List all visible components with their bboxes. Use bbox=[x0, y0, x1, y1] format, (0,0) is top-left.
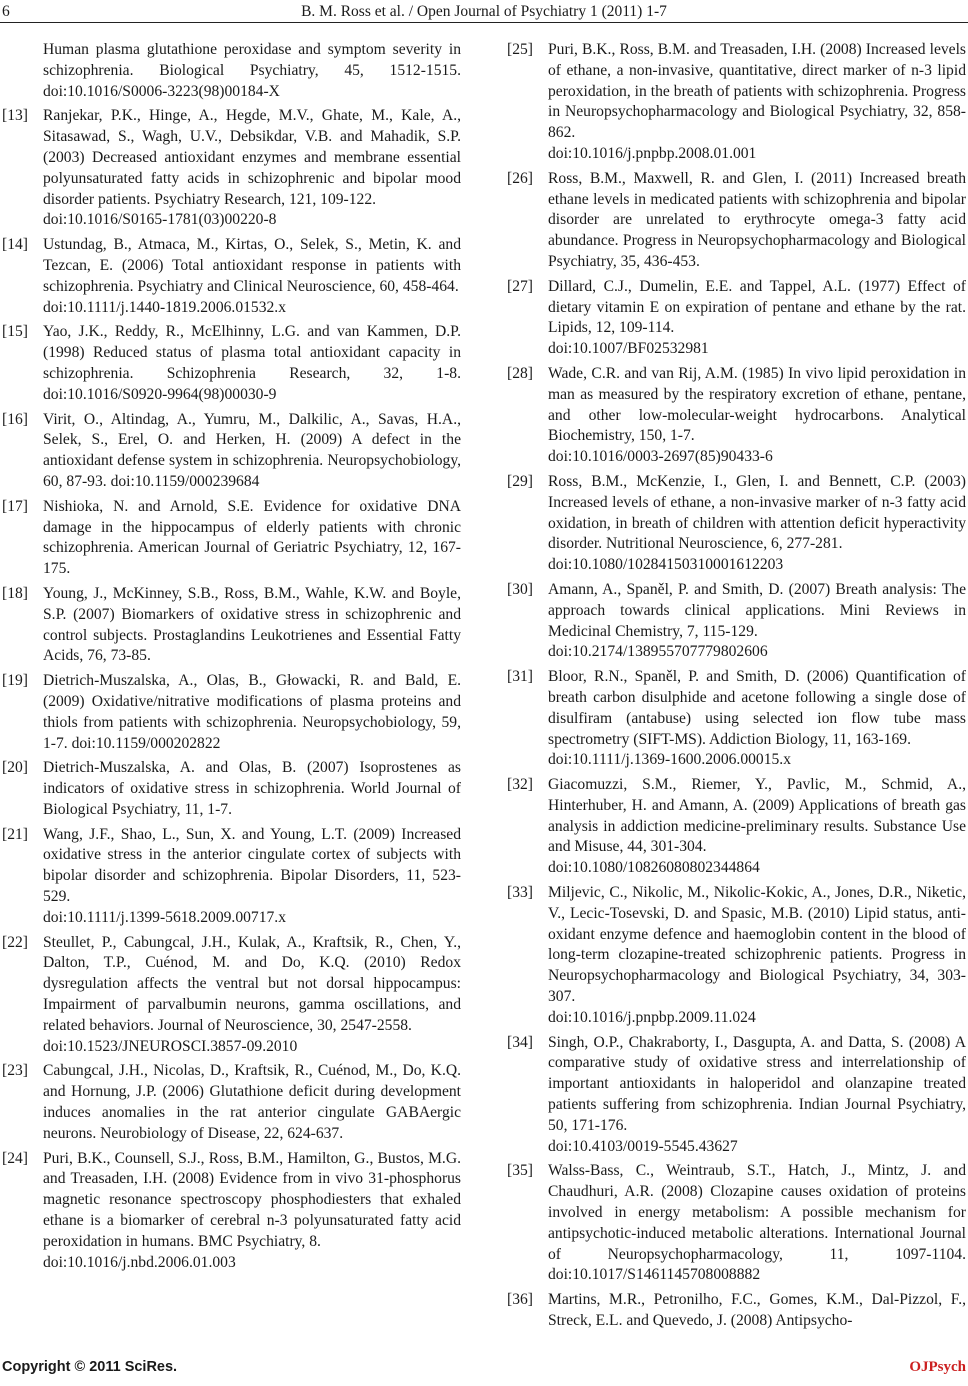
reference-number: [13] bbox=[2, 107, 28, 125]
reference-item bbox=[2, 410, 461, 493]
reference-text: Miljevic, C., Nikolic, M., Nikolic-Kokic, A., Jones, D.R., Niketic, V., Lecic-Tosevski, D. and Spasic, M.B. (2010) Lipid status, anti-oxidant enzyme defence and haemoglobin content in the blood of long-term clozapine-treated schizophrenic patients. Progress in Neuropsychopharmacology and Biological Psychiatry, 34, 303-307. bbox=[548, 884, 966, 1006]
reference-number: [23] bbox=[2, 1062, 28, 1080]
reference-doi: doi:10.1111/j.1369-1600.2006.00015.x bbox=[548, 751, 791, 769]
reference-number: [20] bbox=[2, 759, 28, 777]
reference-number: [18] bbox=[2, 584, 28, 602]
reference-doi: doi:10.2174/138955707779802606 bbox=[548, 643, 768, 661]
reference-text: Dietrich-Muszalska, A. and Olas, B. (2007) Isoprostenes as indicators of oxidative stress in schizophrenia. World Journal of Biological Psychiatry, 11, 1-7. bbox=[43, 759, 461, 818]
reference-item bbox=[507, 1290, 966, 1332]
reference-item bbox=[2, 1061, 461, 1144]
reference-text: Steullet, P., Cabungcal, J.H., Kulak, A., Kraftsik, R., Chen, Y., Dalton, T.P., Cuénod, M. and Do, K.Q. (2010) Redox dysregulation affects the ventral but not dorsal hippocampus: Impairment of parvalbumin neurons, gamma oscillations, and related behaviors. Journal of Neuroscience, 30, 2547-2558. bbox=[43, 933, 461, 1034]
reference-item bbox=[2, 235, 461, 318]
reference-item bbox=[507, 1033, 966, 1158]
reference-item bbox=[507, 775, 966, 879]
reference-text: Dietrich-Muszalska, A., Olas, B., Głowacki, R. and Bald, E. (2009) Oxidative/nitrative modifications of plasma proteins and thiols from patients with schizophrenia. Neuropsychobiology, 59, 1-7. doi:10.1159/000202822 bbox=[43, 672, 461, 752]
reference-doi: doi:10.1016/j.pnpbp.2008.01.001 bbox=[548, 144, 757, 162]
reference-item bbox=[507, 277, 966, 360]
reference-text: Ranjekar, P.K., Hinge, A., Hegde, M.V., Ghate, M., Kale, A., Sitasawad, S., Wagh, U.V., Debsikdar, V.B. and Mahadik, S.P. (2003) Decreased antioxidant enzymes and membrane essential polyunsaturated fatty acids in schizophrenic and bipolar mood disorder patients. Psychiatry Research, 121, 109-122. bbox=[43, 107, 461, 208]
reference-text: Puri, B.K., Ross, B.M. and Treasaden, I.H. (2008) Increased levels of ethane, a non-invasive, quantitative, direct marker of n-3 lipid peroxidation, in the breath of patients with schizophrenia. Progress in Neuropsychopharmacology and Biological Psychiatry, 32, 858-862. bbox=[548, 41, 966, 142]
reference-number: [36] bbox=[507, 1291, 533, 1309]
reference-text: Martins, M.R., Petronilho, F.C., Gomes, K.M., Dal-Pizzol, F., Streck, E.L. and Quevedo, J. (2008) Antipsycho- bbox=[548, 1291, 966, 1330]
reference-doi: doi:10.1080/10826080802344864 bbox=[548, 859, 760, 877]
reference-number: [17] bbox=[2, 497, 28, 515]
reference-item bbox=[507, 883, 966, 1029]
reference-item bbox=[507, 364, 966, 468]
reference-item bbox=[2, 584, 461, 667]
reference-continuation-text: Human plasma glutathione peroxidase and symptom severity in schizophrenia. Biological Psychiatry, 45, 1512-1515. doi:10.1016/S0006-3223(98)00184-X bbox=[43, 41, 461, 100]
reference-text: Young, J., McKinney, S.B., Ross, B.M., Wahle, K.W. and Boyle, S.P. (2007) Biomarkers of oxidative stress in schizophrenic and control subjects. Prostaglandins Leukotrienes and Essential Fatty Acids, 76, 73-85. bbox=[43, 584, 461, 665]
reference-text: Wang, J.F., Shao, L., Sun, X. and Young, L.T. (2009) Increased oxidative stress in the anterior cingulate cortex of subjects with bipolar disorder and schizophrenia. Bipolar Disorders, 11, 523-529. bbox=[43, 825, 461, 906]
reference-text: Giacomuzzi, S.M., Riemer, Y., Pavlic, M., Schmid, A., Hinterhuber, H. and Amann, A. (2009) Applications of breath gas analysis in addiction medicine-preliminary results. Substance Use and Misuse, 44, 301-304. bbox=[548, 776, 966, 856]
reference-item bbox=[2, 758, 461, 820]
reference-doi: doi:10.1111/j.1440-1819.2006.01532.x bbox=[43, 298, 286, 316]
running-title: B. M. Ross et al. / Open Journal of Psychiatry 1 (2011) 1-7 bbox=[301, 3, 667, 20]
reference-text: Walss-Bass, C., Weintraub, S.T., Hatch, J., Mintz, J. and Chaudhuri, A.R. (2008) Clozapine causes oxidation of proteins involved in energy metabolism: A possible mechanism for antipsychotic-induced metabolic alterations. International Journal of Neuropsychopharmacology, 11, 1097-1104. doi:10.1017/S1461145708008882 bbox=[548, 1162, 966, 1284]
right-column bbox=[507, 40, 966, 1336]
reference-item bbox=[2, 322, 461, 405]
reference-text: Singh, O.P., Chakraborty, I., Dasgupta, A. and Datta, S. (2008) A comparative study of oxidative stress and interrelationship of important antioxidants in haloperidol and olanzapine treated patients suffering from schizophrenia. Indian Journal Psychiatry, 50, 171-176. bbox=[548, 1033, 966, 1134]
reference-text: Cabungcal, J.H., Nicolas, D., Kraftsik, R., Cuénod, M., Do, K.Q. and Hornung, J.P. (2006) Glutathione deficit during development induces anomalies in the rat anterior cingulate GABAergic neurons. Neurobiology of Disease, 22, 624-637. bbox=[43, 1062, 461, 1142]
reference-doi: doi:10.1016/S0165-1781(03)00220-8 bbox=[43, 211, 277, 229]
copyright-notice: Copyright © 2011 SciRes. bbox=[2, 1359, 178, 1375]
reference-number: [25] bbox=[507, 41, 533, 58]
reference-item bbox=[507, 40, 966, 165]
reference-item bbox=[2, 933, 461, 1058]
reference-number: [34] bbox=[507, 1033, 533, 1051]
reference-number: [24] bbox=[2, 1149, 28, 1167]
reference-number: [33] bbox=[507, 884, 533, 902]
reference-item bbox=[507, 667, 966, 771]
reference-doi: doi:10.1016/j.pnpbp.2009.11.024 bbox=[548, 1008, 756, 1026]
reference-doi: doi:10.4103/0019-5545.43627 bbox=[548, 1137, 738, 1155]
reference-item bbox=[507, 169, 966, 273]
reference-text: Virit, O., Altindag, A., Yumru, M., Dalkilic, A., Savas, H.A., Selek, S., Erel, O. and Herken, H. (2009) A defect in the antioxidant defense system in schizophrenia. Neuropsychobiology, 60, 87-93. doi:10.1159/000239684 bbox=[43, 410, 461, 490]
reference-item bbox=[507, 472, 966, 576]
reference-item bbox=[2, 671, 461, 754]
reference-doi: doi:10.1016/0003-2697(85)90433-6 bbox=[548, 448, 773, 466]
reference-text: Ustundag, B., Atmaca, M., Kirtas, O., Selek, S., Metin, K. and Tezcan, E. (2006) Total antioxidant response in patients with schizophrenia. Psychiatry and Clinical Neuroscience, 60, 458-464. bbox=[43, 236, 461, 295]
reference-item bbox=[2, 825, 461, 929]
right-reference-list bbox=[507, 40, 966, 1332]
reference-text: Ross, B.M., Maxwell, R. and Glen, I. (2011) Increased breath ethane levels in medicated patients with schizophrenia and bipolar disorder are unrelated to erythrocyte omega-3 fatty acid abundance. Progress in Neuropsychopharmacology and Biological Psychiatry, 35, 436-453. bbox=[548, 169, 966, 270]
reference-doi: doi:10.1080/1028415031000161220​3 bbox=[548, 556, 784, 574]
reference-text: Bloor, R.N., Spaněl, P. and Smith, D. (2006) Quantification of breath carbon disulphide and acetone following a single dose of disulfiram (antabuse) using selected ion flow tube mass spectrometry (SIFT-MS). Addiction Biology, 11, 163-169. bbox=[548, 668, 966, 748]
reference-number: [22] bbox=[2, 933, 28, 951]
header-rule bbox=[0, 22, 968, 23]
reference-text: Nishioka, N. and Arnold, S.E. Evidence for oxidative DNA damage in the hippocampus of elderly patients with chronic schizophrenia. American Journal of Geriatric Psychiatry, 12, 167-175. bbox=[43, 497, 461, 578]
reference-text: Amann, A., Spaněl, P. and Smith, D. (2007) Breath analysis: The approach towards clinical applications. Mini Reviews in Medicinal Chemistry, 7, 115-129. bbox=[548, 580, 966, 640]
reference-text: Ross, B.M., McKenzie, I., Glen, I. and Bennett, C.P. (2003) Increased levels of ethane, a non-invasive marker of n-3 fatty acid oxidation, in breath of children with attention deficit hyperactivity disorder. Nutritional Neuroscience, 6, 277-281. bbox=[548, 472, 966, 553]
reference-number: [15] bbox=[2, 323, 28, 341]
reference-number: [28] bbox=[507, 364, 533, 382]
reference-item bbox=[2, 106, 461, 231]
reference-text: Yao, J.K., Reddy, R., McElhinny, L.G. and van Kammen, D.P. (1998) Reduced status of plasma total antioxidant capacity in schizophrenia. Schizophrenia Research, 32, 1-8. doi:10.1016/S0920-9964(98)00030-9 bbox=[43, 323, 461, 403]
left-column bbox=[2, 40, 461, 1277]
reference-number: [21] bbox=[2, 825, 28, 843]
journal-abbreviation: OJPsych bbox=[909, 1359, 966, 1375]
reference-number: [30] bbox=[507, 580, 533, 598]
reference-item bbox=[2, 497, 461, 580]
reference-number: [16] bbox=[2, 410, 28, 428]
reference-text: Puri, B.K., Counsell, S.J., Ross, B.M., Hamilton, G., Bustos, M.G. and Treasaden, I.H. (2008) Evidence from in vivo 31-phosphorus magnetic resonance spectroscopy phosphodiesters that exhaled ethane is a biomarker of cerebral n-3 polyunsaturated fatty acid peroxidation in humans. BMC Psychiatry, 8. bbox=[43, 1149, 461, 1250]
reference-item bbox=[507, 580, 966, 663]
reference-number: [14] bbox=[2, 236, 28, 254]
reference-item bbox=[507, 1161, 966, 1286]
page-footer bbox=[0, 1359, 968, 1383]
reference-number: [26] bbox=[507, 169, 533, 187]
reference-doi: doi:10.1007/BF02532981 bbox=[548, 340, 709, 358]
reference-number: [31] bbox=[507, 668, 533, 686]
reference-number: [19] bbox=[2, 672, 28, 690]
reference-number: [35] bbox=[507, 1162, 533, 1180]
reference-continuation bbox=[2, 40, 461, 102]
reference-doi: doi:10.1111/j.1399-5618.2009.00717.x bbox=[43, 908, 286, 926]
page-header bbox=[0, 0, 968, 24]
reference-item bbox=[2, 1149, 461, 1274]
reference-doi: doi:10.1523/JNEUROSCI.3857-09.2010 bbox=[43, 1037, 298, 1055]
page-number: 6 bbox=[2, 3, 10, 20]
reference-number: [32] bbox=[507, 776, 533, 794]
reference-number: [27] bbox=[507, 277, 533, 295]
left-reference-list bbox=[2, 106, 461, 1273]
reference-doi: doi:10.1016/j.nbd.2006.01.003 bbox=[43, 1253, 236, 1271]
reference-number: [29] bbox=[507, 472, 533, 490]
reference-text: Wade, C.R. and van Rij, A.M. (1985) In vivo lipid peroxidation in man as measured by the respiratory excretion of ethane, pentane, and other low-molecular-weight hydrocarbons. Analytical Biochemistry, 150, 1-7. bbox=[548, 364, 966, 445]
reference-text: Dillard, C.J., Dumelin, E.E. and Tappel, A.L. (1977) Effect of dietary vitamin E on expiration of pentane and ethane by the rat. Lipids, 12, 109-114. bbox=[548, 277, 966, 337]
